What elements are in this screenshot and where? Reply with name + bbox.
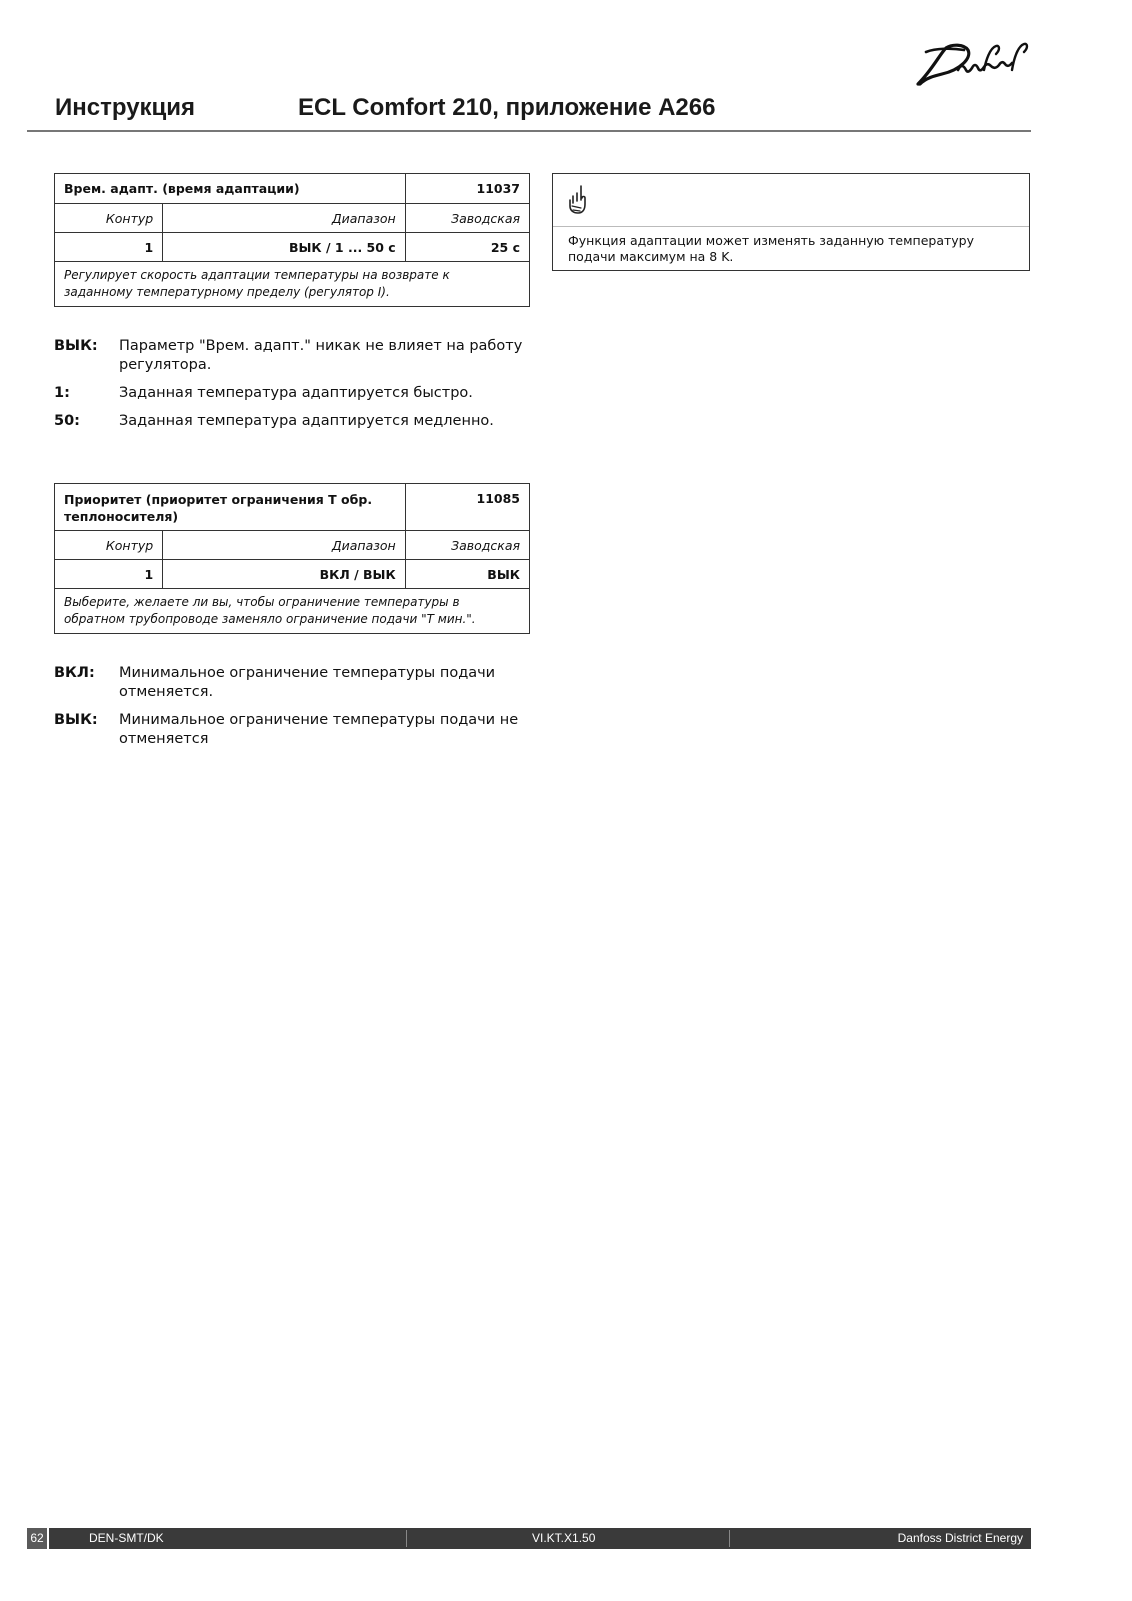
col-circuit: Контур xyxy=(55,204,163,233)
value-circuit: 1 xyxy=(55,233,163,262)
list-item xyxy=(54,664,534,702)
value-factory: ВЫК xyxy=(405,560,529,589)
col-factory: Заводская xyxy=(405,204,529,233)
list-term: 50: xyxy=(54,413,80,429)
param-table-adapt-time xyxy=(54,173,530,307)
value-range: ВЫК / 1 ... 50 с xyxy=(163,233,406,262)
pointing-hand-icon xyxy=(567,184,589,216)
footer-organization: Danfoss District Energy xyxy=(897,1531,1023,1545)
doc-title: ECL Comfort 210, приложение A266 xyxy=(298,94,716,121)
list-term: ВКЛ: xyxy=(54,665,95,681)
danfoss-logo xyxy=(912,40,1030,90)
footer-doc-code: DEN-SMT/DK xyxy=(89,1531,164,1545)
page-number: 62 xyxy=(27,1528,47,1549)
list-item xyxy=(54,384,534,403)
list-text: Минимальное ограничение температуры подачи не отменяется xyxy=(119,712,519,747)
value-factory: 25 с xyxy=(405,233,529,262)
col-factory: Заводская xyxy=(405,531,529,560)
list-text: Заданная температура адаптируется быстро. xyxy=(119,385,473,401)
param-description: Регулирует скорость адаптации температуры на возврате к заданному температурному пределу (регулятор I). xyxy=(55,262,530,307)
list-term: ВЫК: xyxy=(54,338,98,354)
footer-divider xyxy=(729,1530,730,1547)
page-header xyxy=(55,94,1031,124)
footer-version: VI.KT.X1.50 xyxy=(532,1531,596,1545)
param-title: Приоритет (приоритет ограничения T обр. теплоносителя) xyxy=(55,484,406,531)
col-range: Диапазон xyxy=(163,204,406,233)
param-title: Врем. адапт. (время адаптации) xyxy=(55,174,406,204)
param-description: Выберите, желаете ли вы, чтобы ограничение температуры в обратном трубопроводе заменяло ограничение подачи "T мин.". xyxy=(55,589,530,634)
note-text: Функция адаптации может изменять заданную температуру подачи максимум на 8 K. xyxy=(568,233,975,264)
value-range: ВКЛ / ВЫК xyxy=(163,560,406,589)
definition-list-adapt xyxy=(54,337,534,440)
param-id: 11037 xyxy=(405,174,529,204)
col-range: Диапазон xyxy=(163,531,406,560)
list-item xyxy=(54,711,534,749)
list-text: Минимальное ограничение температуры подачи отменяется. xyxy=(119,665,496,700)
param-id: 11085 xyxy=(405,484,529,531)
col-circuit: Контур xyxy=(55,531,163,560)
list-term: 1: xyxy=(54,385,70,401)
doc-type: Инструкция xyxy=(55,94,196,121)
list-item xyxy=(54,412,534,431)
value-circuit: 1 xyxy=(55,560,163,589)
param-table-priority xyxy=(54,483,530,634)
note-divider xyxy=(553,226,1029,227)
list-text: Заданная температура адаптируется медленно. xyxy=(119,413,494,429)
list-term: ВЫК: xyxy=(54,712,98,728)
header-rule xyxy=(27,130,1031,132)
footer-bar xyxy=(49,1528,1031,1549)
list-text: Параметр "Врем. адапт." никак не влияет на работу регулятора. xyxy=(119,338,523,373)
page-footer xyxy=(27,1528,1031,1549)
list-item xyxy=(54,337,534,375)
footer-divider xyxy=(406,1530,407,1547)
note-box xyxy=(552,173,1030,271)
definition-list-priority xyxy=(54,664,534,758)
